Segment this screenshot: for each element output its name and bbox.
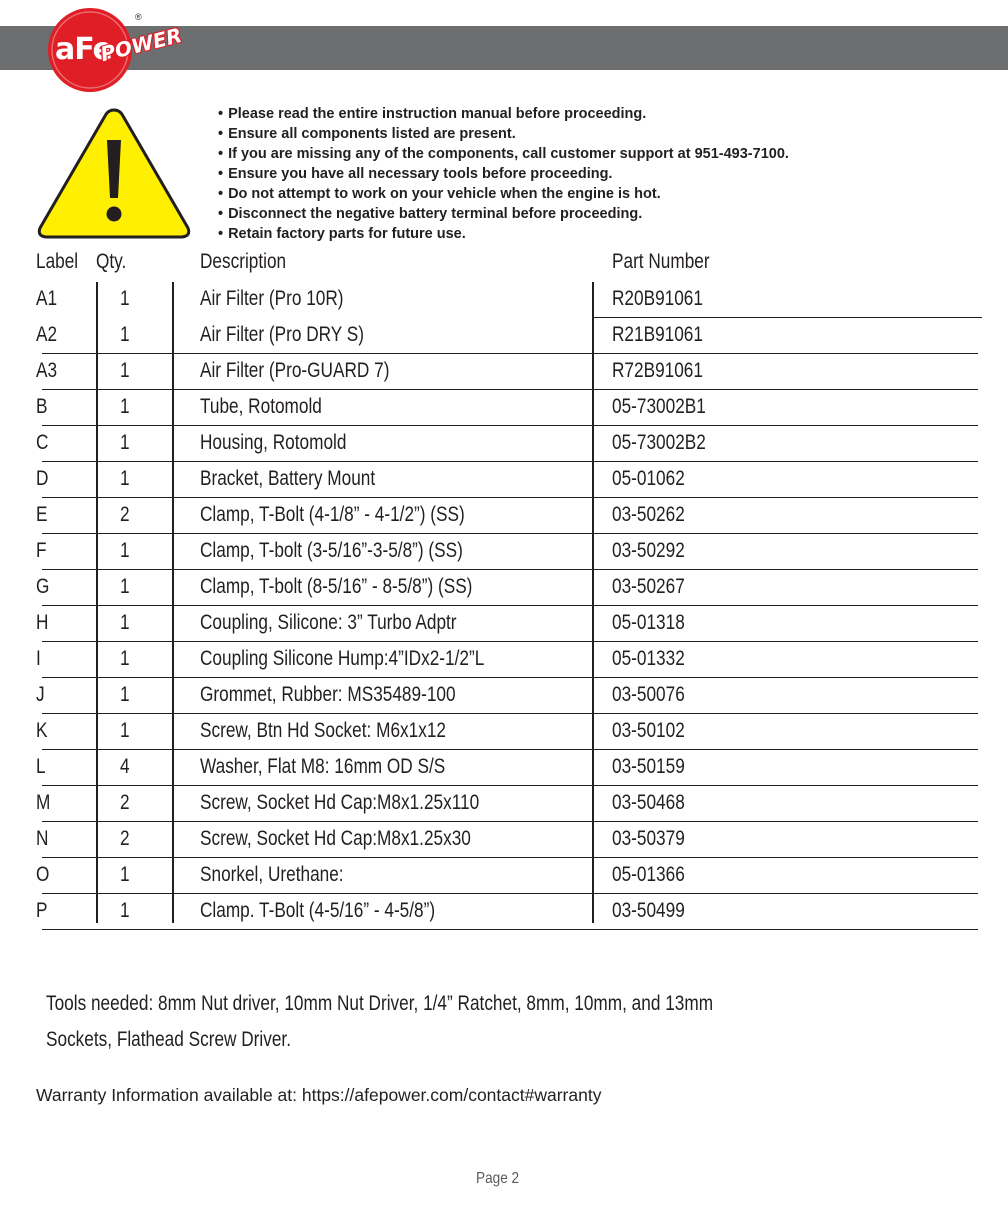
- row-qty: 1: [120, 611, 130, 634]
- row-label: L: [36, 755, 46, 778]
- row-part-number: R21B91061: [612, 323, 703, 346]
- row-part-number: 03-50159: [612, 755, 685, 778]
- row-qty: 1: [120, 431, 130, 454]
- row-qty: 1: [120, 323, 130, 346]
- row-description: Grommet, Rubber: MS35489-100: [200, 683, 456, 706]
- row-qty: 1: [120, 539, 130, 562]
- table-row: [0, 390, 1008, 426]
- row-label: A1: [36, 287, 58, 310]
- row-part-number: 05-01366: [612, 863, 685, 886]
- row-label: C: [36, 431, 49, 454]
- row-qty: 1: [120, 467, 130, 490]
- row-qty: 1: [120, 719, 130, 742]
- header-description: Description: [200, 250, 287, 273]
- row-part-number: R72B91061: [612, 359, 703, 382]
- logo-sub-text: POWER: [98, 22, 185, 67]
- table-row: [0, 462, 1008, 498]
- row-label: F: [36, 539, 47, 562]
- row-part-number: 03-50499: [612, 899, 685, 922]
- row-part-number: 03-50262: [612, 503, 685, 526]
- table-row: [0, 606, 1008, 642]
- table-row: [0, 318, 1008, 354]
- row-label: M: [36, 791, 51, 814]
- warning-item: • Ensure all components listed are present.: [218, 124, 789, 144]
- warning-item: • Do not attempt to work on your vehicle when the engine is hot.: [218, 184, 789, 204]
- row-description: Clamp, T-Bolt (4-1/8” - 4-1/2”) (SS): [200, 503, 465, 526]
- row-label: I: [36, 647, 41, 670]
- logo-brand-text: aFe: [55, 32, 112, 67]
- row-description: Air Filter (Pro-GUARD 7): [200, 359, 390, 382]
- row-label: N: [36, 827, 49, 850]
- table-row: [0, 570, 1008, 606]
- row-part-number: 03-50267: [612, 575, 685, 598]
- row-description: Coupling Silicone Hump:4”IDx2-1/2”L: [200, 647, 485, 670]
- table-row: [0, 534, 1008, 570]
- row-description: Snorkel, Urethane:: [200, 863, 344, 886]
- table-row: [0, 498, 1008, 534]
- warning-triangle-icon: [34, 104, 194, 242]
- table-row: [0, 678, 1008, 714]
- row-part-number: 05-73002B2: [612, 431, 706, 454]
- table-row: [0, 822, 1008, 858]
- table-row: [0, 354, 1008, 390]
- header-part-number: Part Number: [612, 250, 710, 273]
- row-label: P: [36, 899, 48, 922]
- row-qty: 1: [120, 863, 130, 886]
- row-label: A3: [36, 359, 58, 382]
- warning-item: • If you are missing any of the components, call customer support at 951-493-7100.: [218, 144, 789, 164]
- row-description: Clamp, T-bolt (8-5/16” - 8-5/8”) (SS): [200, 575, 473, 598]
- row-label: A2: [36, 323, 58, 346]
- tools-needed: Tools needed: 8mm Nut driver, 10mm Nut Driver, 1/4” Ratchet, 8mm, 10mm, and 13mm Sockets, Flathead Screw Driver.: [46, 992, 714, 1051]
- table-row: [0, 894, 1008, 930]
- row-part-number: 03-50102: [612, 719, 685, 742]
- row-label: D: [36, 467, 49, 490]
- warning-item: • Please read the entire instruction manual before proceeding.: [218, 104, 789, 124]
- row-part-number: 03-50076: [612, 683, 685, 706]
- row-part-number: 05-01318: [612, 611, 685, 634]
- row-description: Screw, Btn Hd Socket: M6x1x12: [200, 719, 446, 742]
- warning-list: [218, 104, 789, 244]
- row-part-number: 05-01062: [612, 467, 685, 490]
- row-part-number: 03-50468: [612, 791, 685, 814]
- table-row: [0, 714, 1008, 750]
- table-row: [0, 786, 1008, 822]
- table-row: [0, 858, 1008, 894]
- row-part-number: 03-50292: [612, 539, 685, 562]
- table-row: [0, 282, 1008, 318]
- row-qty: 1: [120, 575, 130, 598]
- row-qty: 1: [120, 899, 130, 922]
- row-description: Air Filter (Pro 10R): [200, 287, 344, 310]
- warranty-info: Warranty Information available at: https://afepower.com/contact#warranty: [36, 1085, 602, 1105]
- row-part-number: R20B91061: [612, 287, 703, 310]
- row-qty: 2: [120, 791, 130, 814]
- row-label: E: [36, 503, 48, 526]
- row-qty: 1: [120, 359, 130, 382]
- row-label: J: [36, 683, 45, 706]
- row-part-number: 05-01332: [612, 647, 685, 670]
- row-label: O: [36, 863, 50, 886]
- row-description: Coupling, Silicone: 3” Turbo Adptr: [200, 611, 457, 634]
- row-description: Clamp. T-Bolt (4-5/16” - 4-5/8”): [200, 899, 436, 922]
- row-qty: 1: [120, 683, 130, 706]
- row-qty: 2: [120, 827, 130, 850]
- row-description: Screw, Socket Hd Cap:M8x1.25x110: [200, 791, 480, 814]
- row-description: Housing, Rotomold: [200, 431, 347, 454]
- row-label: K: [36, 719, 48, 742]
- table-row: [0, 426, 1008, 462]
- warning-item: • Disconnect the negative battery terminal before proceeding.: [218, 204, 789, 224]
- header-qty: Qty.: [96, 250, 127, 273]
- row-description: Washer, Flat M8: 16mm OD S/S: [200, 755, 446, 778]
- row-description: Air Filter (Pro DRY S): [200, 323, 364, 346]
- warning-item: • Ensure you have all necessary tools before proceeding.: [218, 164, 789, 184]
- row-label: G: [36, 575, 50, 598]
- row-description: Bracket, Battery Mount: [200, 467, 376, 490]
- registered-mark: ®: [135, 12, 142, 22]
- table-row: [0, 642, 1008, 678]
- row-description: Tube, Rotomold: [200, 395, 322, 418]
- row-qty: 1: [120, 395, 130, 418]
- row-part-number: 05-73002B1: [612, 395, 706, 418]
- page-number: Page 2: [476, 1170, 520, 1187]
- row-label: H: [36, 611, 49, 634]
- table-row: [0, 750, 1008, 786]
- header-label: Label: [36, 250, 79, 273]
- row-description: Clamp, T-bolt (3-5/16”-3-5/8”) (SS): [200, 539, 463, 562]
- row-qty: 2: [120, 503, 130, 526]
- row-divider: [42, 929, 978, 930]
- row-qty: 1: [120, 647, 130, 670]
- row-qty: 4: [120, 755, 130, 778]
- warning-item: • Retain factory parts for future use.: [218, 224, 789, 244]
- row-qty: 1: [120, 287, 130, 310]
- row-part-number: 03-50379: [612, 827, 685, 850]
- row-label: B: [36, 395, 48, 418]
- row-description: Screw, Socket Hd Cap:M8x1.25x30: [200, 827, 471, 850]
